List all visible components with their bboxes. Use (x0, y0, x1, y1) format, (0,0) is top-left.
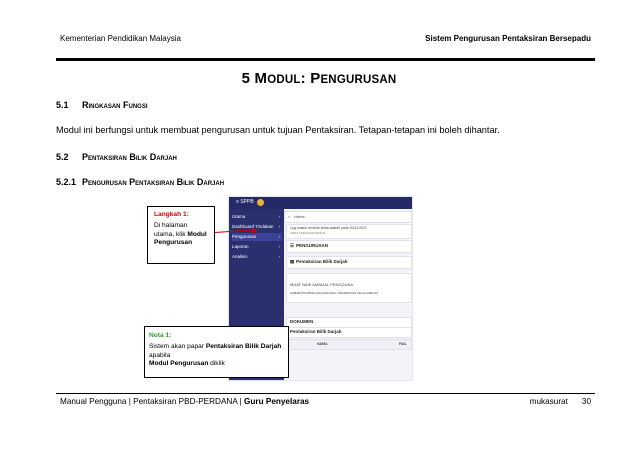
sidebar-item-laporan[interactable]: Laporan › (232, 244, 280, 249)
sidebar-item-pengurusan[interactable]: Pengurusan › (232, 234, 280, 239)
footer-rule (56, 393, 595, 394)
manual-card: MUAT NAIK MANUAL PENGGUNA SUBJEKTIF/PENILAIAN BAHARU: PENDIDIKAN TELAH DIBUAT (286, 273, 412, 303)
section-5-1: 5.1 Ringkasan Fungsi (56, 100, 148, 110)
sidebar-item-analisis[interactable]: Analisis › (232, 254, 280, 259)
sidebar-item-utama[interactable]: Utama › (232, 214, 280, 219)
app-topbar (229, 197, 412, 209)
menu-pentaksiran-bilik-darjah[interactable]: ▤ Pentaksiran Bilik Darjah (286, 256, 412, 269)
dokumen-item[interactable]: Pentaksiran Bilik Darjah (286, 327, 412, 338)
list-icon: ☰ (290, 243, 295, 248)
callout-step-text: Di halaman utama, klik Modul Pengurusan (154, 222, 207, 247)
callout-note-title: Nota 1: (149, 332, 172, 339)
footer-page: mukasurat 30 (529, 397, 591, 406)
section-5-2: 5.2 Pentaksiran Bilik Darjah (56, 152, 177, 162)
dokumen-table-header: NAMA FAIL (286, 339, 412, 350)
callout-step-1 (147, 206, 215, 264)
crest-icon (257, 199, 264, 206)
sidebar-item-dashboard[interactable]: Dashboard Tindakan › (232, 224, 280, 229)
section-paragraph: Modul ini berfungsi untuk membuat pengurusan untuk tujuan Pentaksiran. Tetapan-tetapan ini boleh dihantar. (56, 125, 500, 135)
footer-left: Manual Pengguna | Pentaksiran PBD-PERDANA | Guru Penyelaras (60, 397, 310, 406)
callout-note-1 (144, 326, 289, 378)
callout-note-text: Sistem akan papar Pentaksiran Bilik Darjah apabila Modul Pengurusan diklik (149, 343, 282, 368)
header-system-name: Sistem Pengurusan Pentaksiran Bersepadu (425, 34, 591, 43)
app-main (284, 209, 412, 380)
header-ministry: Kementerian Pendidikan Malaysia (60, 34, 181, 43)
app-brand: ≡ SPPB (236, 199, 254, 205)
login-info: Log masuk terakhir anda adalah pada 20/11/2022 ANDA TERAKHIR MASUK (286, 224, 412, 239)
dokumen-header: DOKUMEN (286, 317, 412, 328)
doc-icon: ▤ (290, 259, 295, 264)
section-5-2-1: 5.2.1 Pengurusan Pentaksiran Bilik Darjah (56, 177, 225, 187)
pengurusan-header: ☰ PENGURUSAN (286, 240, 412, 253)
chapter-title: 5 MODUL: PENGURUSAN (241, 70, 397, 87)
callout-step-title: Langkah 1: (154, 211, 189, 218)
header-rule (56, 58, 595, 61)
callout-arrow-head (252, 228, 258, 234)
breadcrumb: ⌂ Home (284, 211, 412, 223)
home-icon: ⌂ (288, 214, 291, 219)
